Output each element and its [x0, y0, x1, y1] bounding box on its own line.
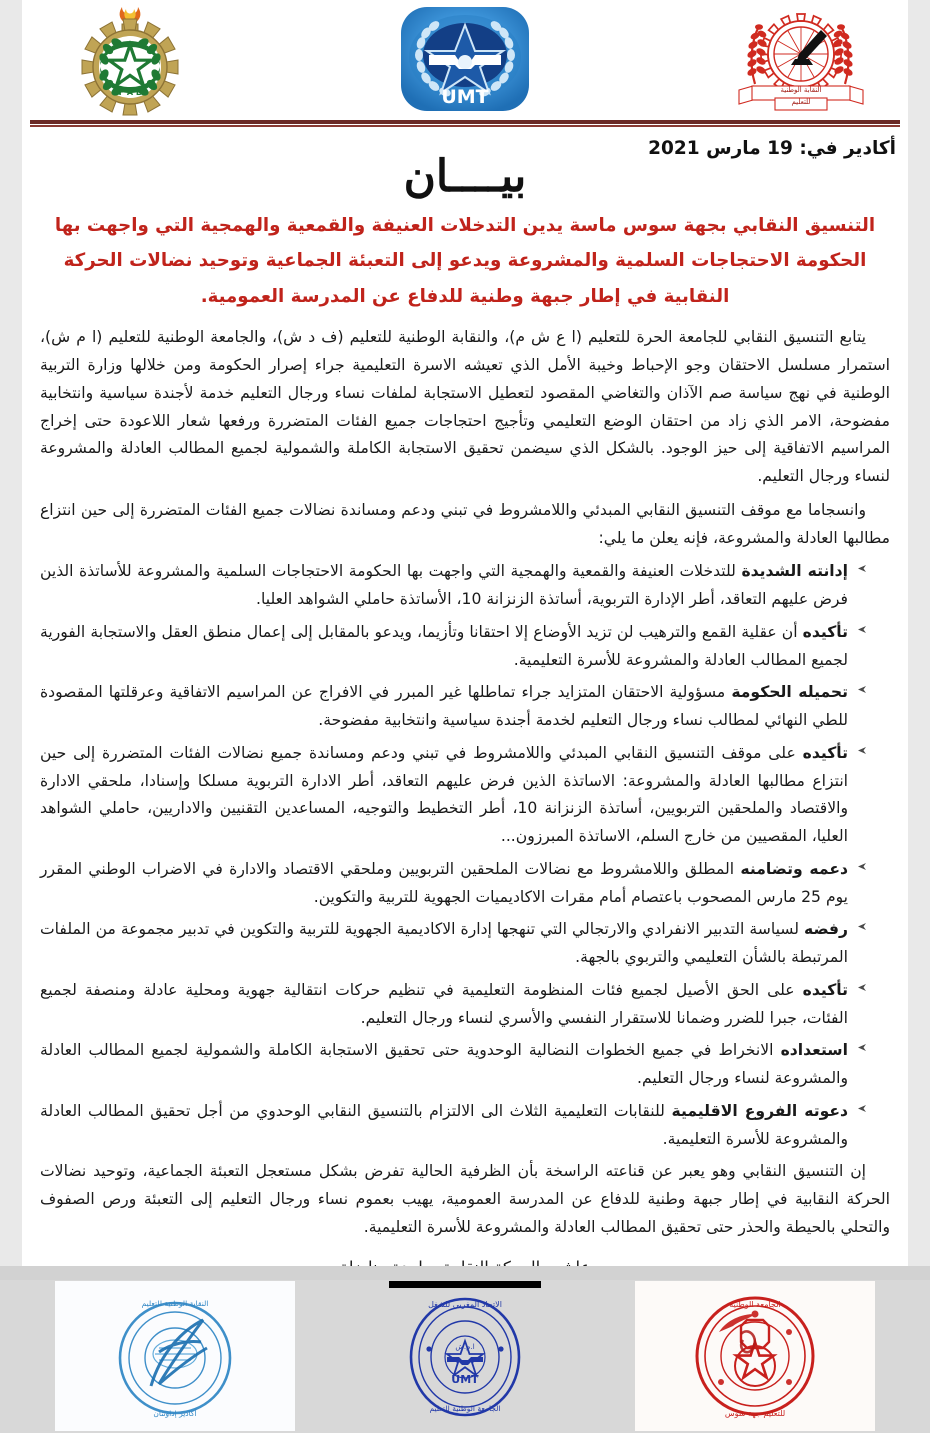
chevron-left-bullet-icon	[855, 745, 868, 758]
chevron-left-bullet-icon	[855, 921, 868, 934]
logo-slot-fae	[42, 3, 217, 115]
stamp-fae-bottom-text: للتعليم جهة سوس	[724, 1408, 786, 1418]
claim-lead: رفضه	[803, 920, 848, 939]
stamp-sne-icon	[107, 1290, 243, 1422]
redaction-bar	[389, 1281, 541, 1288]
separator-thin-rule	[30, 125, 900, 127]
chevron-left-bullet-icon	[855, 563, 868, 576]
claim-lead: تحميله الحكومة	[731, 683, 848, 702]
claim-lead: استعداده	[780, 1041, 848, 1060]
list-item	[40, 619, 868, 675]
document-header	[0, 0, 930, 118]
chevron-left-bullet-icon	[855, 982, 868, 995]
list-item	[40, 558, 868, 614]
paragraph-intro: يتابع التنسيق النقابي للجامعة الحرة للتعليم (ا ع ش م)، والنقابة الوطنية للتعليم (ف د ش)، والجامعة الوطنية للتعليم (ا م ش)، استمرار مسلسل الاحتقان وجو الإحباط وخيبة الأمل الذي تعيشه الاسرة التعليمية جراء إصرار الحكومة ومن خلالها وزارة التربية الوطنية في نهج سياسة صم الآذان والتغاضي المقصود لتعطيل الاستجابة لملفات نساء ورجال التعليم خدمة لأجندة سياسية وانتخابية مفضوحة، الامر الذي زاد من احتقان الوضع التعليمي وتأجيج احتجاجات جميع الفئات المتضررة ورفعها شعار اللاعودة حتى إخراج المراسيم الاتفاقية إلى حيز الوجود. بالشكل الذي سيضمن تحقيق الاستجابة الكاملة والشمولية لجميع المطالب العادلة والمشروعة لنساء ورجال التعليم.	[40, 328, 890, 486]
gear-wheat-pen-icon	[717, 4, 885, 114]
list-item	[40, 740, 868, 851]
sne-banner-text2: للتعليم	[790, 98, 811, 106]
chevron-left-bullet-icon	[855, 624, 868, 637]
chevron-left-bullet-icon	[855, 1103, 868, 1116]
claim-text: مسؤولية الاحتقان المتزايد جراء تماطلها غير المبرر في الافراج عن المراسيم الاتفاقية وعرقلتها المقصودة للطي النهائي لمطالب نساء ورجال التعليم لخدمة أجندة سياسية وانتخابية مفضوحة.	[40, 683, 848, 730]
claim-lead: تأكيده	[802, 743, 848, 762]
claim-lead: إدانته الشديدة	[741, 562, 848, 581]
list-item	[40, 1037, 868, 1093]
stamp-sne-bottom-text: أكادير إداوتنان	[153, 1408, 197, 1418]
page-edge-right	[908, 0, 930, 1280]
stamp-umt-bottom-text: الجامعة الوطنية للتعليم	[429, 1403, 501, 1413]
header-separator	[30, 118, 900, 128]
page-edge-left	[0, 0, 22, 1280]
claim-text: المطلق واللامشروط مع نضالات الملحقين التربويين وملحقي الاقتصاد والادارة في الاضراب الوطني المقرر يوم 25 مارس المصحوب باعتصام أمام مقرات الاكاديميات الجهوية للتربية والتكوين.	[40, 859, 848, 906]
separator-thick-rule	[30, 120, 900, 124]
signature-stamps-row	[0, 1281, 930, 1433]
headline-statement: التنسيق النقابي بجهة سوس ماسة يدين التدخلات العنيفة والقمعية والهمجية التي واجهت بها الحكومة الاحتجاجات السلمية والمشروعة ويدعو إلى التعبئة الجماعية وتوحيد نضالات الحركة النقابية في إطار جبهة وطنية للدفاع عن المدرسة العمومية.	[54, 215, 876, 307]
fae-acronym: F A E	[118, 88, 141, 97]
claim-text: على الحق الأصيل لجميع فئات المنظومة التعليمية في تنظيم حركات انتقالية جهوية ومحلية عادلة ومنصفة لجميع الفئات، جبرا للضرر وضمانا للاستقرار النفسي والأسري لنساء ورجال التعليم.	[40, 980, 848, 1027]
logo-slot-sne	[713, 3, 888, 115]
sne-banner-text: النقابة الوطنية	[779, 86, 822, 94]
stamp-umt-acronym: UMT	[451, 1372, 479, 1386]
fae-gear-torch-star-icon	[50, 3, 210, 115]
stamp-fae-top-text: الجامعة الوطنية	[729, 1299, 781, 1309]
umt-star-handshake-icon	[395, 3, 535, 115]
page-title: بيــــان	[403, 151, 527, 202]
claims-list	[40, 558, 890, 1153]
paragraph-declaration-lead: وانسجاما مع موقف التنسيق النقابي المبدئي واللامشروط في تبني ودعم ومساندة نضالات جميع الفئات المتضررة إلى حين انتزاع مطالبها العادلة والمشروعة، فإنه يعلن ما يلي:	[40, 500, 890, 547]
claim-lead: تأكيده	[802, 980, 848, 999]
claim-text: أن عقلية القمع والترهيب لن تزيد الأوضاع إلا احتقانا وتأزيما، ويدعو بالمقابل إلى إعمال منطق العقل والاستجابة الفورية لجميع المطالب العادلة والمشروعة للأسرة التعليمية.	[40, 622, 848, 669]
claim-lead: تأكيده	[802, 622, 848, 641]
stamp-sne-top-text: النقابة الوطنية للتعليم	[141, 1298, 209, 1308]
claim-text: للنقابات التعليمية الثلاث الى الالتزام بالتنسيق النقابي الوحدوي من أجل تحقيق المطالب العادلة والمشروعة للأسرة التعليمية.	[40, 1101, 848, 1148]
claim-text: لسياسة التدبير الانفرادي والارتجالي التي تنهجها إدارة الاكاديمية الجهوية للتربية والتكوين في تدبير مجموعة من الملفات المرتبطة بالشأن التعليمي والتربوي بالجهة.	[40, 920, 848, 967]
stamp-fae-icon	[689, 1290, 821, 1422]
claim-lead: دعمه وتضامنه	[740, 859, 848, 878]
chevron-left-bullet-icon	[855, 861, 868, 874]
stamp-umt-icon	[402, 1289, 528, 1421]
page-edge-bottom	[0, 1266, 930, 1280]
date-text: أكادير في: 19 مارس 2021	[648, 138, 896, 159]
list-item	[40, 977, 868, 1033]
stamp-slot-sne	[55, 1281, 295, 1431]
claim-lead: دعوته الفروع الاقليمية	[671, 1101, 849, 1120]
list-item	[40, 856, 868, 912]
claim-text: للتدخلات العنيفة والقمعية والهمجية التي واجهت بها الحكومة الاحتجاجات السلمية والمشروعة للأساتذة الذين فرض عليهم التعاقد، أطر الإدارة التربوية، أساتذة الزنزانة 10، الأساتذة حاملي الشواهد العليا.	[40, 562, 848, 609]
chevron-left-bullet-icon	[855, 1042, 868, 1055]
stamp-umt-inner-text: ا.م.ش	[455, 1342, 475, 1351]
list-item	[40, 916, 868, 972]
logo-slot-umt	[378, 3, 553, 115]
claim-text: الانخراط في جميع الخطوات النضالية الوحدوية حتى تحقيق الاستجابة الكاملة والشمولية لجميع المطالب العادلة والمشروعة لنساء ورجال التعليم.	[40, 1041, 848, 1088]
list-item	[40, 1098, 868, 1154]
document-body	[0, 324, 930, 1276]
stamp-slot-umt	[345, 1281, 585, 1431]
stamp-umt-top-text: الاتحاد المغربي للشغل	[428, 1299, 502, 1309]
paragraph-closing: إن التنسيق النقابي وهو يعبر عن قناعته الراسخة بأن الظرفية الحالية تفرض بشكل مستعجل التعبئة الجماعية، وتوحيد نضالات الحركة النقابية في إطار جبهة وطنية للدفاع عن المدرسة العمومية، يهيب بعموم نساء ورجال التعليم إلى التعبئة ورص الصفوف والتحلي بالحيطة والحذر حتى تحقيق المطالب العادلة والمشروعة للأسرة التعليمية.	[40, 1162, 890, 1236]
stamp-slot-fae	[635, 1281, 875, 1431]
umt-acronym: UMT	[441, 86, 489, 108]
claim-text: على موقف التنسيق النقابي المبدئي واللامشروط في تبني ودعم ومساندة جميع نضالات الفئات المتضررة إلى حين انتزاع مطالبها العادلة والمشروعة: الاساتذة الذين فرض عليهم التعاقد، أطر الادارة التربوية مسلكا وإسنادا، ملحقي الادارة والاقتصاد والملحقين التربويين، أساتذة الزنزانة 10، أطر التخطيط والتوجيه، المساعدين التقنيين والاداريين، حاملي الشواهد العليا، المقصيين من خارج السلم، الاساتذة المبرزون...	[40, 743, 848, 846]
chevron-left-bullet-icon	[855, 684, 868, 697]
list-item	[40, 679, 868, 735]
